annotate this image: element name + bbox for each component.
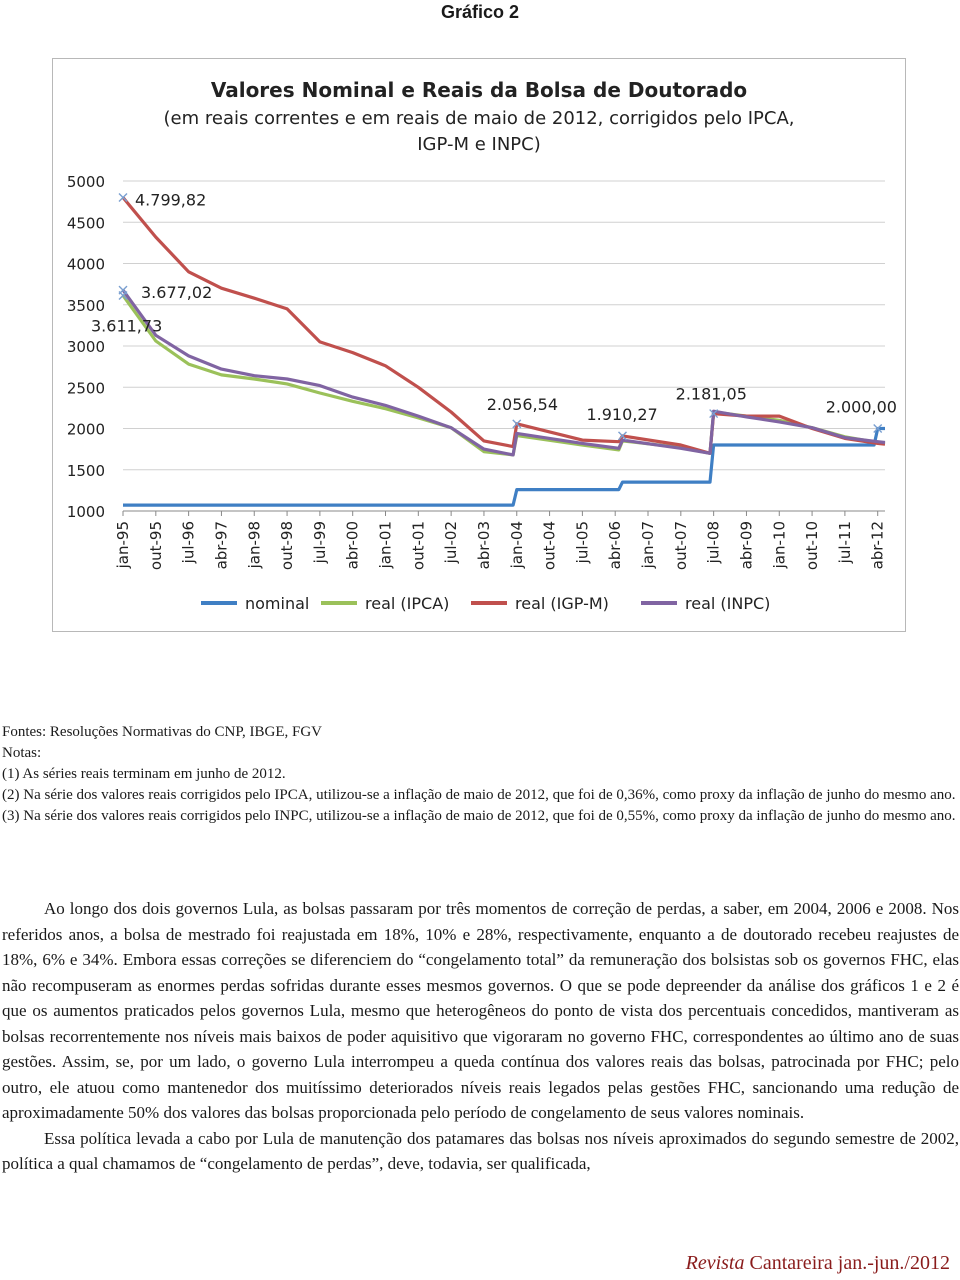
- point-marker: [119, 194, 127, 202]
- x-tick-label: out-07: [671, 521, 690, 571]
- legend-label: real (IPCA): [365, 594, 450, 613]
- grid: [123, 181, 885, 511]
- series-line-real--igp-m-: [123, 198, 885, 454]
- x-tick-label: out-04: [540, 521, 559, 571]
- x-tick-label: abr-06: [606, 521, 625, 570]
- note-3: (3) Na série dos valores reais corrigidos pelo INPC, utilizou-se a inflação de maio de 2012, que foi de 0,55%, como proxy da inflação de junho do mesmo ano.: [2, 808, 956, 824]
- notes: [2, 722, 958, 827]
- series-line-nominal: [123, 429, 885, 506]
- note-1: (1) As séries reais terminam em junho de 2012.: [2, 766, 286, 782]
- chart-subtitle-line-2: IGP-M e INPC): [417, 134, 541, 155]
- legend: [201, 594, 770, 613]
- x-tick-label: abr-03: [474, 521, 493, 570]
- x-tick-label: jan-95: [114, 521, 132, 569]
- legend-label: real (IGP-M): [515, 594, 609, 613]
- x-tick-label: jan-01: [376, 521, 395, 569]
- footer-revista: Revista: [685, 1252, 745, 1274]
- data-label: 2.000,00: [825, 397, 897, 417]
- legend-label: real (INPC): [685, 594, 771, 613]
- y-tick-label: 5000: [66, 173, 105, 191]
- x-tick-label: jan-04: [507, 521, 526, 569]
- body-text: [2, 896, 959, 1177]
- y-tick-label: 1500: [66, 461, 105, 480]
- notes-label: Notas:: [2, 745, 42, 761]
- x-tick-label: abr-97: [212, 521, 231, 570]
- x-tick-label: jul-08: [704, 521, 723, 564]
- data-label: 2.056,54: [486, 394, 559, 414]
- legend-label: nominal: [245, 594, 310, 613]
- x-tick-label: jul-05: [573, 521, 592, 564]
- chart-svg: [53, 59, 905, 631]
- y-tick-label: 3000: [66, 338, 105, 356]
- y-tick-label: 1000: [66, 503, 105, 521]
- x-tick-label: out-01: [409, 521, 428, 571]
- series-line-real--inpc-: [123, 290, 885, 455]
- footer-date: jan.-jun./2012: [837, 1252, 950, 1274]
- x-tick-label: jul-96: [179, 521, 198, 564]
- data-label: 2.181,05: [675, 384, 747, 404]
- chart: [52, 58, 906, 632]
- data-label: 3.611,73: [91, 316, 163, 336]
- x-tick-label: abr-12: [868, 521, 887, 570]
- y-axis: [67, 173, 105, 521]
- annotations: [91, 191, 897, 424]
- y-tick-label: 4500: [66, 214, 105, 233]
- x-tick-label: jul-02: [442, 521, 461, 564]
- page-title: Gráfico 2: [440, 2, 520, 22]
- y-tick-label: 3500: [66, 296, 105, 315]
- y-tick-label: 2500: [66, 379, 105, 398]
- paragraph-2: Essa política levada a cabo por Lula de manutenção dos patamares das bolsas nos níveis aproximados do segundo semestre de 2002, política a qual chamamos de “congelamento de perdas”, deve, todavia, ser qualificada,: [2, 1128, 959, 1173]
- x-tick-label: jul-99: [310, 521, 329, 564]
- x-tick-label: jan-98: [245, 521, 264, 569]
- note-2: (2) Na série dos valores reais corrigidos pelo IPCA, utilizou-se a inflação de maio de 2012, que foi de 0,36%, como proxy da inflação de junho do mesmo ano.: [2, 787, 956, 803]
- footer-name: Cantareira: [749, 1252, 833, 1274]
- paragraph-1: Ao longo dos dois governos Lula, as bolsas passaram por três momentos de correção de perdas, a saber, em 2004, 2006 e 2008. Nos referidos anos, a bolsa de mestrado foi reajustada em 18%, 10% e 28%, respectivamente, enquanto a de doutorado recebeu reajustes de 18%, 6% e 34%. Embora essas correções se diferenciem do “congelamento total” da remuneração dos bolsistas sob os governos FHC, elas não recompuseram as enormes perdas sofridas durante esses mesmos governos. O que se pode depreender da análise dos gráficos 1 e 2 é que os aumentos praticados pelos governos Lula, mesmo que heterogêneos do ponto de vista dos percentuais concedidos, mantiveram as bolsas recorrentemente nos níveis mais baixos de poder aquisitivo que vigoraram no governo FHC, correspondentes ao último ano de suas gestões. Assim, se, por um lado, o governo Lula interrompeu a queda contínua dos valores reais das bolsas, patrocinada por FHC; pelo outro, ele atuou como mantenedor dos muitíssimo deteriorados níveis reais legados pelas gestões FHC, sancionando uma redução de aproximadamente 50% dos valores das bolsas proporcionada pelo período de congelamento de seus valores nominais.: [2, 899, 959, 1122]
- x-tick-label: jan-07: [639, 521, 658, 569]
- series-line-real--ipca-: [123, 296, 885, 455]
- x-tick-label: jan-10: [770, 521, 789, 569]
- data-label: 3.677,02: [141, 283, 213, 303]
- x-tick-label: out-95: [146, 521, 165, 571]
- y-tick-label: 2000: [66, 420, 105, 439]
- chart-title: Valores Nominal e Reais da Bolsa de Doutorado: [210, 78, 748, 102]
- series-lines: [123, 198, 885, 506]
- x-tick-label: abr-00: [343, 521, 362, 570]
- footer: [686, 1252, 950, 1275]
- data-label: 1.910,27: [586, 404, 658, 424]
- y-tick-label: 4000: [66, 255, 105, 274]
- x-tick-label: jul-11: [835, 521, 854, 564]
- chart-subtitle-line-1: (em reais correntes e em reais de maio de 2012, corrigidos pelo IPCA,: [163, 108, 795, 129]
- x-tick-label: out-98: [278, 521, 297, 571]
- data-label: 4.799,82: [135, 190, 207, 210]
- x-tick-label: abr-09: [737, 521, 756, 570]
- x-tick-label: out-10: [803, 521, 822, 571]
- x-axis: [114, 511, 887, 570]
- sources-line: Fontes: Resoluções Normativas do CNP, IBGE, FGV: [2, 724, 322, 740]
